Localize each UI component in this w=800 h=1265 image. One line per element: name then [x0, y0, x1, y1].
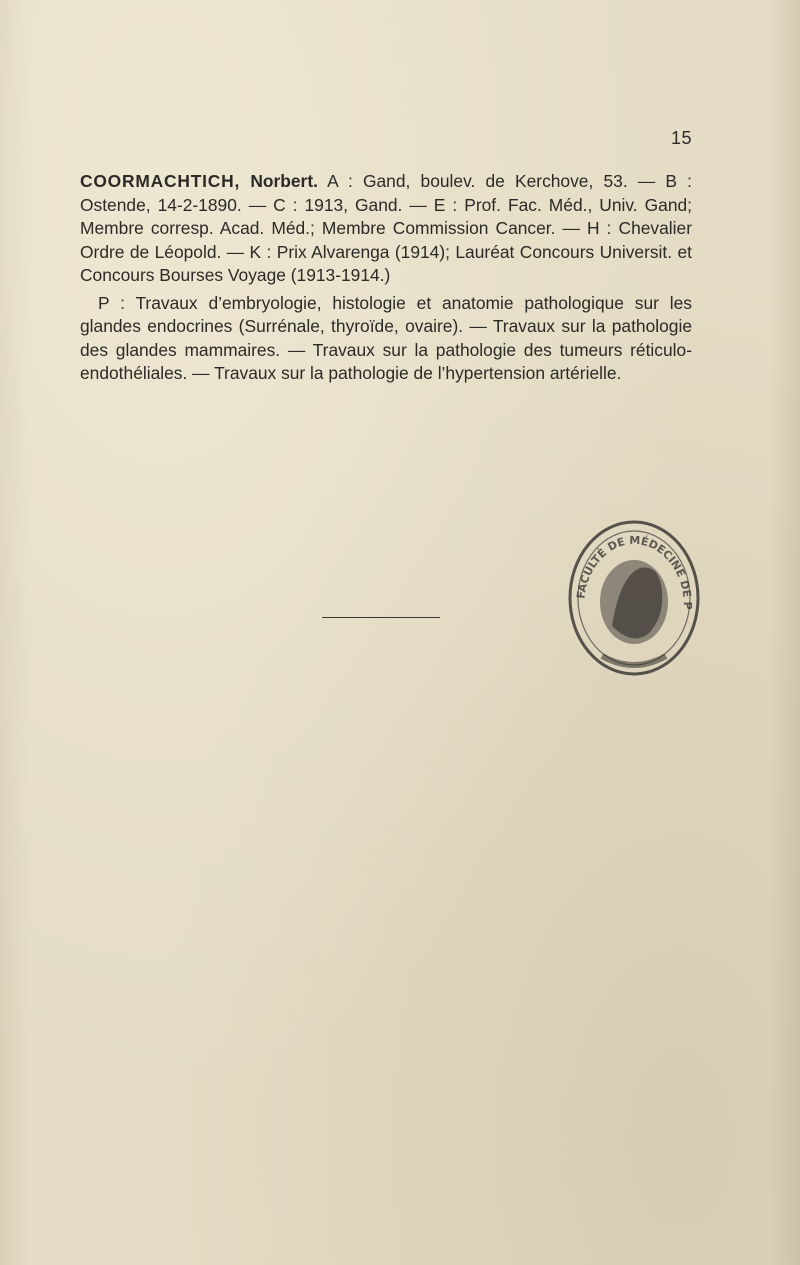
section-divider: [322, 617, 440, 618]
entry-surname: COORMACHTICH,: [80, 171, 241, 191]
entry-details: A : Gand, boulev. de Kerchove, 53. — B : Ostende, 14-2-1890. — C : 1913, Gand. — E : Prof. Fac. Méd., Univ. Gand; Membre corresp. Acad. Méd.; Membre Commission Cancer. — H : Chevalier Ordre de Léopold. — K : Prix Alvarenga (1914); Lauréat Concours Universit. et Concours Bourses Voyage (1913-1914.): [80, 171, 692, 285]
biographical-entry: [80, 170, 692, 386]
entry-first-name: Norbert.: [250, 171, 318, 191]
entry-paragraph-details: [80, 170, 692, 288]
library-stamp: [562, 506, 704, 678]
entry-paragraph-publications: [80, 292, 692, 386]
library-stamp-icon: [562, 506, 704, 678]
stamp-text: FACULTÉ DE MÉDECINE DE P: [574, 533, 695, 609]
entry-publications: P : Travaux d’embryologie, histologie et anatomie pathologique sur les glandes endocrines (Surrénale, thyroïde, ovaire). — Travaux sur la pathologie des glandes mammaires. — Travaux sur la pathologie des tumeurs réticulo-endothéliales. — Travaux sur la pathologie de l’hypertension artérielle.: [80, 292, 692, 383]
page-number: 15: [670, 128, 692, 148]
